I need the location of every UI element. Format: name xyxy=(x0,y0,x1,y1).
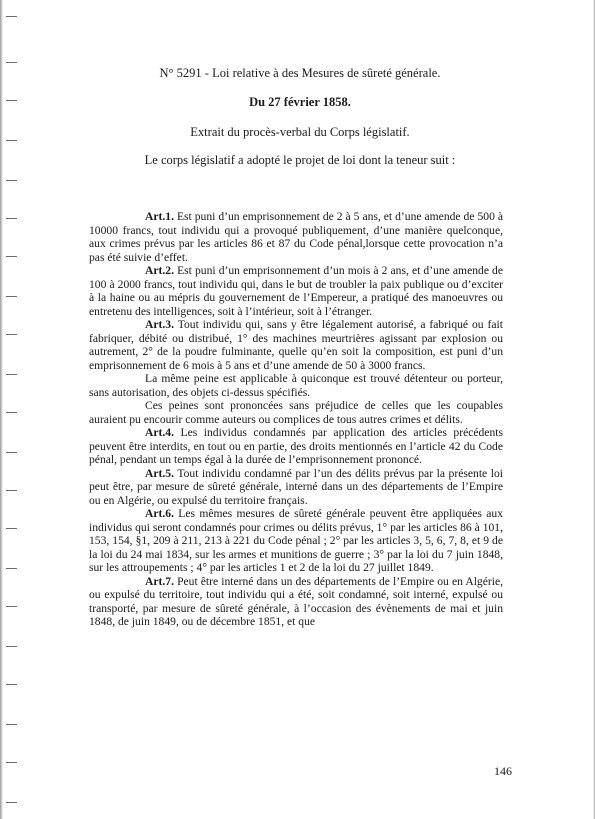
article-text: Tout individu condamné par l’un des délits prévus par la présente loi peut être, par mesure de sûreté générale, interné dans un des départements de l’Empire ou en Algérie, ou expulsé du territoire français. xyxy=(89,466,503,507)
article-label: Art.7. xyxy=(145,574,174,588)
article-label: Art.4. xyxy=(145,426,174,439)
law-date: Du 27 février 1858. xyxy=(249,95,351,109)
article-text: La même peine est applicable à quiconque est trouvé détenteur ou porteur, sans autorisation, des objets ci-dessus spécifiés. xyxy=(89,372,503,399)
article-label: Art.6. xyxy=(145,507,174,520)
article-paragraph xyxy=(89,210,503,264)
article-text: Est puni d’un emprisonnement de 2 à 5 ans, et d’une amende de 500 à 10000 francs, tout individu qui a provoqué publiquement, d’une manière quelconque, aux crimes prévus par les articles 86 et 87 du Code pénal,lorsque cette provocation n’a pas été suivie d’effet. xyxy=(89,210,503,264)
article-paragraph xyxy=(89,264,503,318)
binding-marks xyxy=(6,0,20,819)
article-text: Est puni d’un emprisonnement d’un mois à 2 ans, et d’une amende de 100 à 2000 francs, tout individu qui, dans le but de troubler la paix publique ou d’exciter à la haine ou au mépris du gouvernement de l’Empereur, a pratiqué des manoeuvres ou entretenu des intelligences, soit à l’intérieur, soit à l’étranger. xyxy=(89,264,503,318)
page-number: 146 xyxy=(494,764,512,778)
article-paragraph xyxy=(89,507,503,575)
article-paragraph xyxy=(89,575,503,629)
article-paragraph xyxy=(89,372,503,399)
law-title: N° 5291 - Loi relative à des Mesures de sûreté générale. xyxy=(159,66,441,80)
source-note: Extrait du procès-verbal du Corps législatif. xyxy=(190,125,410,139)
article-paragraph xyxy=(89,399,503,426)
articles-body xyxy=(89,210,503,629)
article-text: Tout individu qui, sans y être légalement autorisé, a fabriqué ou fait fabriquer, débité ou distribué, 1° des machines meurtrières agissant par explosion ou autrement, 2° de la poudre fulminante, quelle qu’en soit la composition, est puni d’un emprisonnement de 6 mois à 5 ans et d’une amende de 50 à 3000 francs. xyxy=(89,318,503,372)
article-text: Peut être interné dans un des départements de l’Empire ou en Algérie, ou expulsé du territoire, tout individu qui a été, soit condamné, soit interné, expulsé ou transporté, par mesure de sûreté générale, à l’occasion des évènements de mai et juin 1848, de juin 1849, ou de décembre 1851, et que xyxy=(89,574,503,628)
article-text: Les mêmes mesures de sûreté générale peuvent être appliquées aux individus qui seront condamnés pour crimes ou délits prévus, 1° par les articles 86 à 101, 153, 154, §1, 209 à 211, 213 à 221 du Code pénal ; 2° par les articles 3, 5, 6, 7, 8, et 9 de la loi du 24 mai 1834, sur les armes et munitions de guerre ; 3° par la loi du 7 juin 1848, sur les attroupements ; 4° par les articles 1 et 2 de la loi du 27 juillet 1849. xyxy=(89,507,503,574)
article-paragraph xyxy=(89,318,503,372)
article-label: Art.3. xyxy=(145,318,174,331)
scan-edge-left xyxy=(0,0,3,819)
article-text: Les individus condamnés par application des articles précédents peuvent être interdits, en tout ou en partie, des droits mentionnés en l’article 42 du Code pénal, pendant un temps égal à la durée de l’emprisonnement prononcé. xyxy=(89,426,503,466)
article-label: Art.1. xyxy=(145,210,174,223)
article-paragraph xyxy=(89,467,503,508)
article-label: Art.5. xyxy=(145,466,174,480)
article-label: Art.2. xyxy=(145,264,174,277)
article-paragraph xyxy=(89,426,503,467)
intro-text: Le corps législatif a adopté le projet de loi dont la teneur suit : xyxy=(144,153,456,167)
article-text: Ces peines sont prononcées sans préjudice de celles que les coupables auraient pu encourir comme auteurs ou complices de tous autres crimes et délits. xyxy=(89,399,503,426)
